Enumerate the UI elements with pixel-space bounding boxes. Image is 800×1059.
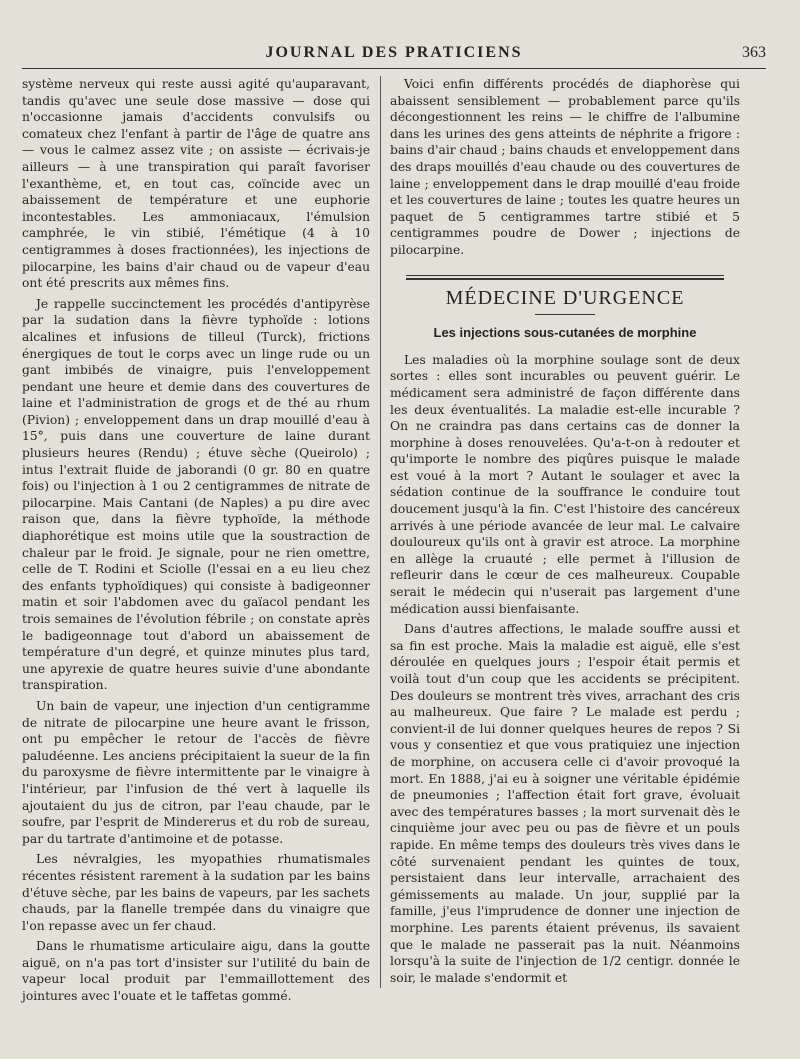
right-column	[390, 76, 740, 990]
paragraph: Je rappelle succinctement les procédés d'antipyrèse par la sudation dans la fièvre typhoïde : lotions alcalines et infusions de tilleul (Turck), frictions énergiques de tout le corps avec un linge rude ou un gant imbibés de vinaigre, puis l'enveloppement pendant une heure et demie dans des couvertures de laine et l'administration de grogs et de thé au rhum (Pivion) ; enveloppement dans un drap mouillé d'eau à 15°, puis dans une couverture de laine durant plusieurs heures (Rendu) ; étuve sèche (Queirolo) ; intus l'extrait fluide de jaborandi (0 gr. 80 en quatre fois) ou l'injection à 1 ou 2 centigrammes de nitrate de pilocarpine. Mais Cantani (de Naples) a pu dire avec raison que, dans la fièvre typhoïde, la méthode diaphorétique est moins utile que la soustraction de chaleur par le froid. Je signale, pour ne rien omettre, celle de T. Rodini et Sciolle (l'essai en a eu lieu chez des enfants typhoïdiques) qui consiste à badigeonner matin et soir l'abdomen avec du gaïacol pendant les trois semaines de l'évolution fébrile ; on constate après le badigeonnage tout d'abord un abaissement de température d'un degré, et quinze minutes plus tard, une apyrexie de quatre heures suivie d'une abondante transpiration.	[22, 296, 370, 693]
paragraph: Un bain de vapeur, une injection d'un centigramme de nitrate de pilocarpine une heure avant le frisson, ont pu empêcher le retour de l'accès de fièvre paludéenne. Les anciens précipitaient la sueur de la fin du paroxysme de fièvre intermittente par le vinaigre à l'intérieur, par l'infusion de thé vert à laquelle ils ajoutaient du jus de citron, par l'eau chaude, par le soufre, par l'esprit de Mindererus et du rob de sureau, par du tartrate d'antimoine et de potasse.	[22, 698, 370, 846]
page-number: 363	[742, 44, 766, 61]
left-column	[22, 76, 370, 1009]
paragraph: Les maladies où la morphine soulage sont de deux sortes : elles sont incurables ou peuvent guérir. Le médicament sera administré de façon différente dans les deux éventualités. La maladie est-elle incurable ? On ne craindra pas dans certains cas de donner la morphine à doses renouvelées. Qu'a-t-on à redouter et qu'importe le nombre des piqûres puisque le malade est voué à la mort ? Autant le soulager et avec la sédation continue de la souffrance le conduire tout doucement jusqu'à la fin. C'est l'histoire des cancéreux arrivés à une période avancée de leur mal. Le calvaire douloureux qu'ils ont à gravir est atroce. La morphine en allège la cruauté ; elle permet à l'illusion de refleurir dans le cœur de ces malheureux. Coupable serait le médecin qui n'userait pas largement d'une médication aussi bienfaisante.	[390, 352, 740, 616]
title-rule	[535, 314, 595, 315]
column-divider	[380, 76, 381, 988]
running-header	[22, 42, 766, 69]
paragraph: Les névralgies, les myopathies rhumatismales récentes résistent rarement à la sudation par les bains d'étuve sèche, par les bains de vapeurs, par les sachets chauds, par la flanelle trempée dans du vinaigre que l'on repasse avec un fer chaud.	[22, 852, 370, 933]
paragraph: Dans d'autres affections, le malade souffre aussi et sa fin est proche. Mais la maladie est aiguë, elle s'est déroulée en quelques jours ; l'espoir était permis et voilà tout d'un coup que les accidents se précipitent. Des douleurs se montrent très vives, arrachant des cris au malheureux. Que faire ? Le malade est perdu ; convient-il de lui donner quelques heures de repos ? Si vous y consentiez et que vous pratiquiez une injection de morphine, on accusera celle ci d'avoir provoqué la mort. En 1888, j'ai eu à soigner une véritable épidémie de pneumonies ; l'affection était fort grave, évoluait avec des températures basses ; la mort survenait dès le cinquième jour avec peu ou pas de fièvre et un pouls rapide. En même temps des douleurs très vives dans le côté survenaient pendant les quintes de toux, persistaient dans leur intervalle, arrachaient des gémissements au malade. Un jour, supplié par la famille, j'eus l'imprudence de donner une injection de morphine. Les parents étaient prévenus, ils savaient que le malade ne passerait pas la nuit. Néanmoins lorsqu'à la suite de l'injection de 1/2 centigr. donnée le soir, le malade s'endormit et	[390, 622, 740, 985]
paragraph: Voici enfin différents procédés de diaphorèse qui abaissent sensiblement — probablement parce qu'ils décongestionnent les reins — le chiffre de l'albumine dans les urines des gens atteints de néphrite a frigore : bains d'air chaud ; bains chauds et enveloppement dans des draps mouillés d'eau chaude ou des couvertures de laine ; enveloppement dans le drap mouillé d'eau froide et les couvertures de laine ; toutes les quatre heures un paquet de 5 centigrammes tartre stibié et 5 centigrammes poudre de Dower ; injections de pilocarpine.	[390, 77, 740, 257]
section-separator	[390, 275, 740, 280]
paragraph: système nerveux qui reste aussi agité qu'auparavant, tandis qu'avec une seule dose massive — dose qui n'occasionne jamais d'accidents convulsifs ou comateux chez l'enfant à partir de l'âge de quatre ans — vous le calmez assez vite ; on assiste — écrivais-je ailleurs — à une transpiration qui paraît favoriser l'exanthème, et, en tout cas, coïncide avec un abaissement de température et une euphorie incontestables. Les ammoniacaux, l'émulsion camphrée, le vin stibié, l'émétique (4 à 10 centigrammes à doses fractionnées), les injections de pilocarpine, les bains d'air chaud ou de vapeur d'eau ont été prescrits aux mêmes fins.	[22, 77, 370, 291]
section-title: MÉDECINE D'URGENCE	[445, 286, 685, 309]
paragraph: Dans le rhumatisme articulaire aigu, dans la goutte aiguë, on n'a pas tort d'insister sur l'utilité du bain de vapeur local produit par l'emmaillottement des jointures avec l'ouate et le taffetas gommé.	[22, 939, 370, 1004]
article-subtitle: Les injections sous-cutanées de morphine	[433, 325, 697, 341]
journal-title: JOURNAL DES PRATICIENS	[265, 44, 523, 61]
